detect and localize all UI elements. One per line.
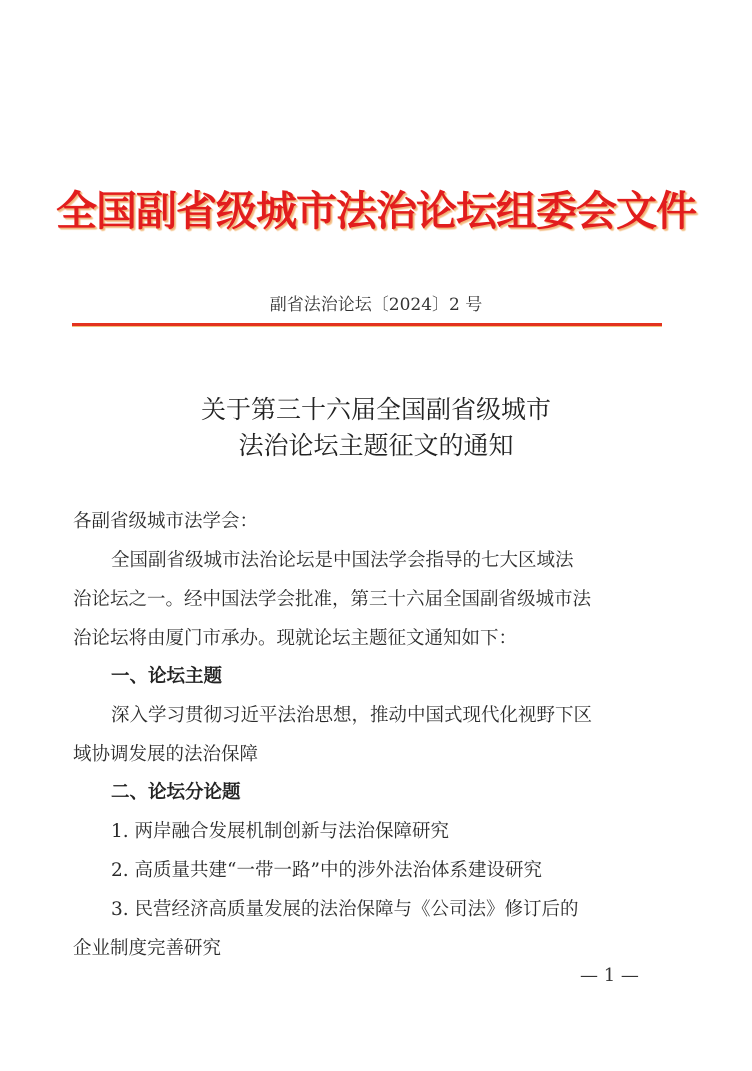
notice-title-line-1: 关于第三十六届全国副省级城市 xyxy=(200,395,551,424)
subtopic-item-3-line-2: 企业制度完善研究 xyxy=(73,938,222,959)
subtopic-item-2: 2. 高质量共建“一带一路”中的涉外法治体系建设研究 xyxy=(111,860,542,881)
notice-title-line-2: 法治论坛主题征文的通知 xyxy=(238,431,514,460)
section-2-heading: 二、论坛分论题 xyxy=(111,782,241,803)
document-number: 副省法治论坛〔2024〕2 号 xyxy=(269,295,483,315)
page-number: — 1 — xyxy=(580,965,639,986)
intro-paragraph-line-3: 治论坛将由厦门市承办。现就论坛主题征文通知如下： xyxy=(73,628,518,649)
salutation: 各副省级城市法学会： xyxy=(73,511,259,532)
section-1-heading: 一、论坛主题 xyxy=(111,666,223,687)
subtopic-item-1: 1. 两岸融合发展机制创新与法治保障研究 xyxy=(111,821,450,842)
section-1-line-1: 深入学习贯彻习近平法治思想，推动中国式现代化视野下区 xyxy=(111,705,593,726)
red-divider-line xyxy=(72,323,662,326)
intro-paragraph-line-1: 全国副省级城市法治论坛是中国法学会指导的七大区域法 xyxy=(111,550,574,571)
issuer-header-title: 全国副省级城市法治论坛组委会文件 xyxy=(56,187,696,235)
intro-paragraph-line-2: 治论坛之一。经中国法学会批准，第三十六届全国副省级城市法 xyxy=(73,589,592,610)
section-1-line-2: 域协调发展的法治保障 xyxy=(73,744,259,765)
subtopic-item-3-line-1: 3. 民营经济高质量发展的法治保障与《公司法》修订后的 xyxy=(111,899,579,920)
